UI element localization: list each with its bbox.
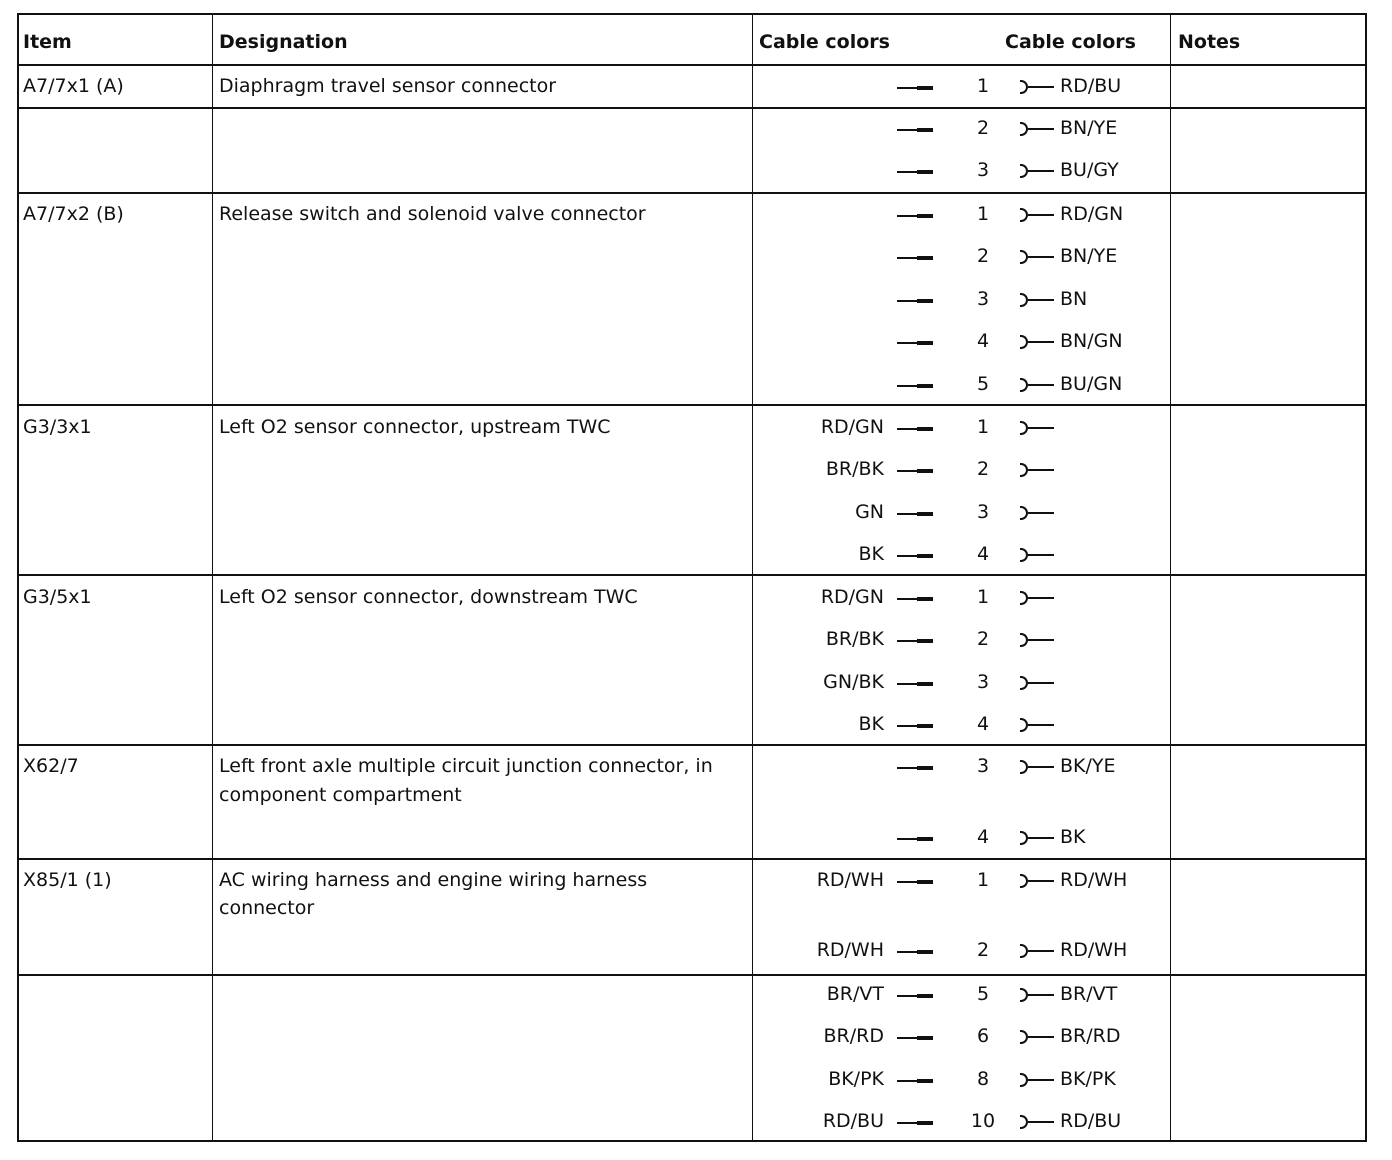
pin-number: 4	[976, 713, 990, 736]
right-cable-color: RD/WH	[1060, 939, 1128, 961]
pin-number: 1	[976, 75, 990, 97]
connector-plug-icon	[1020, 463, 1028, 477]
left-cable-color: BK	[858, 713, 884, 736]
connector-plug-icon	[1020, 988, 1028, 1002]
row-item: G3/5x1	[23, 586, 92, 608]
wire-icon	[897, 428, 933, 430]
left-cable-color: RD/GN	[820, 586, 884, 608]
row-designation-line2: component compartment	[219, 784, 462, 806]
connector-plug-icon	[1020, 1073, 1028, 1087]
connector-line-icon	[1028, 299, 1054, 301]
wire-icon	[897, 87, 933, 89]
left-cable-color: RD/GN	[820, 416, 884, 438]
pin-number: 3	[976, 755, 990, 777]
wire-icon	[897, 129, 933, 131]
column-divider	[1170, 15, 1171, 1140]
pin-number: 4	[976, 826, 990, 848]
connector-plug-icon	[1020, 80, 1028, 94]
right-cable-color: BR/RD	[1060, 1025, 1121, 1048]
pin-number: 2	[976, 628, 990, 651]
connector-plug-icon	[1020, 293, 1028, 307]
right-cable-color: BU/GY	[1060, 159, 1119, 182]
pin-line	[752, 823, 1170, 852]
row-item: G3/3x1	[23, 416, 92, 438]
wire-icon	[897, 470, 933, 472]
connector-line-icon	[1028, 724, 1054, 726]
right-cable-color: BR/VT	[1060, 983, 1118, 1005]
row-divider	[19, 107, 1365, 109]
row-designation: AC wiring harness and engine wiring harness	[219, 869, 648, 891]
connector-plug-icon	[1020, 1115, 1028, 1129]
header-item: Item	[23, 31, 72, 53]
connector-plug-icon	[1020, 250, 1028, 264]
wire-icon	[897, 300, 933, 302]
left-cable-color: BK	[858, 543, 884, 566]
right-cable-color: BN/YE	[1060, 245, 1118, 268]
row-divider	[19, 744, 1365, 746]
connector-line-icon	[1028, 554, 1054, 556]
pin-number: 6	[976, 1025, 990, 1048]
pin-line	[752, 370, 1170, 399]
pin-line	[752, 980, 1170, 1009]
left-cable-color: RD/BU	[822, 1110, 884, 1133]
right-cable-color: BK/YE	[1060, 755, 1116, 777]
connector-plug-icon	[1020, 760, 1028, 774]
pin-number: 2	[976, 117, 990, 139]
pin-line	[752, 200, 1170, 229]
pin-line	[752, 1022, 1170, 1051]
pin-number: 2	[976, 245, 990, 268]
wire-icon	[897, 683, 933, 685]
pin-line	[752, 540, 1170, 569]
connector-pinout-table	[17, 13, 1367, 1142]
connector-plug-icon	[1020, 506, 1028, 520]
wire-icon	[897, 838, 933, 840]
pin-line	[752, 866, 1170, 895]
connector-line-icon	[1028, 214, 1054, 216]
pin-number: 1	[976, 203, 990, 225]
wire-icon	[897, 555, 933, 557]
connector-line-icon	[1028, 384, 1054, 386]
row-designation: Left front axle multiple circuit junction connector, in	[219, 755, 713, 777]
connector-line-icon	[1028, 837, 1054, 839]
wire-icon	[897, 640, 933, 642]
wire-icon	[897, 725, 933, 727]
right-cable-color: RD/GN	[1060, 203, 1124, 225]
connector-line-icon	[1028, 682, 1054, 684]
pin-line	[752, 752, 1170, 781]
left-cable-color: BR/RD	[823, 1025, 884, 1048]
pin-line	[752, 583, 1170, 612]
pin-number: 3	[976, 287, 990, 310]
wire-icon	[897, 1122, 933, 1124]
row-designation: Release switch and solenoid valve connector	[219, 203, 646, 225]
right-cable-color: BN/YE	[1060, 117, 1118, 139]
wire-icon	[897, 1037, 933, 1039]
connector-plug-icon	[1020, 421, 1028, 435]
pin-line	[752, 498, 1170, 527]
row-item: X62/7	[23, 755, 79, 777]
header-designation: Designation	[219, 31, 348, 53]
pin-number: 1	[976, 869, 990, 891]
row-divider	[19, 192, 1365, 194]
right-cable-color: BN	[1060, 287, 1088, 310]
pin-number: 4	[976, 543, 990, 566]
connector-plug-icon	[1020, 548, 1028, 562]
wire-icon	[897, 257, 933, 259]
right-cable-color: BU/GN	[1060, 372, 1123, 395]
pin-line	[752, 1065, 1170, 1094]
pin-number: 4	[976, 330, 990, 353]
wire-icon	[897, 881, 933, 883]
connector-line-icon	[1028, 597, 1054, 599]
wire-icon	[897, 995, 933, 997]
row-item: A7/7x2 (B)	[23, 203, 124, 225]
connector-line-icon	[1028, 766, 1054, 768]
left-cable-color: GN/BK	[823, 670, 884, 693]
connector-plug-icon	[1020, 122, 1028, 136]
pin-number: 1	[976, 586, 990, 608]
right-cable-color: RD/WH	[1060, 869, 1128, 891]
pin-number: 2	[976, 458, 990, 481]
pin-number: 5	[976, 372, 990, 395]
connector-plug-icon	[1020, 944, 1028, 958]
row-designation: Left O2 sensor connector, upstream TWC	[219, 416, 611, 438]
connector-plug-icon	[1020, 335, 1028, 349]
connector-plug-icon	[1020, 633, 1028, 647]
connector-line-icon	[1028, 1036, 1054, 1038]
pin-line	[752, 156, 1170, 185]
row-divider	[19, 404, 1365, 406]
left-cable-color: GN	[855, 500, 884, 523]
header-cable-colors-right: Cable colors	[1005, 31, 1136, 53]
connector-line-icon	[1028, 170, 1054, 172]
pin-line	[752, 625, 1170, 654]
connector-plug-icon	[1020, 378, 1028, 392]
pin-number: 2	[976, 939, 990, 961]
pin-number: 3	[976, 159, 990, 182]
pin-number: 5	[976, 983, 990, 1005]
wire-icon	[897, 598, 933, 600]
connector-line-icon	[1028, 341, 1054, 343]
connector-plug-icon	[1020, 591, 1028, 605]
row-item: A7/7x1 (A)	[23, 75, 124, 97]
row-designation: Left O2 sensor connector, downstream TWC	[219, 586, 638, 608]
header-notes: Notes	[1178, 31, 1241, 53]
row-item: X85/1 (1)	[23, 869, 112, 891]
pin-line	[752, 72, 1170, 101]
pin-number: 3	[976, 500, 990, 523]
left-cable-color: BR/BK	[825, 628, 884, 651]
pin-line	[752, 242, 1170, 271]
row-divider	[19, 858, 1365, 860]
pin-number: 10	[970, 1110, 996, 1133]
connector-plug-icon	[1020, 831, 1028, 845]
pin-line	[752, 1107, 1170, 1136]
pin-number: 3	[976, 670, 990, 693]
connector-line-icon	[1028, 880, 1054, 882]
connector-plug-icon	[1020, 874, 1028, 888]
wire-icon	[897, 385, 933, 387]
pin-line	[752, 936, 1170, 965]
connector-line-icon	[1028, 256, 1054, 258]
row-divider	[19, 974, 1365, 976]
left-cable-color: BR/VT	[826, 983, 884, 1005]
pin-number: 1	[976, 416, 990, 438]
row-designation: Diaphragm travel sensor connector	[219, 75, 557, 97]
pin-line	[752, 710, 1170, 739]
row-designation-line2: connector	[219, 897, 315, 919]
connector-line-icon	[1028, 950, 1054, 952]
row-divider	[19, 64, 1365, 66]
wire-icon	[897, 171, 933, 173]
wire-icon	[897, 342, 933, 344]
connector-line-icon	[1028, 128, 1054, 130]
connector-plug-icon	[1020, 676, 1028, 690]
left-cable-color: RD/WH	[816, 939, 884, 961]
left-cable-color: BR/BK	[825, 458, 884, 481]
connector-line-icon	[1028, 994, 1054, 996]
wire-icon	[897, 767, 933, 769]
connector-line-icon	[1028, 427, 1054, 429]
connector-line-icon	[1028, 86, 1054, 88]
wire-icon	[897, 513, 933, 515]
right-cable-color: BK	[1060, 826, 1086, 848]
column-divider	[212, 15, 213, 1140]
connector-line-icon	[1028, 639, 1054, 641]
header-cable-colors-left: Cable colors	[759, 31, 890, 53]
wire-icon	[897, 215, 933, 217]
connector-plug-icon	[1020, 1030, 1028, 1044]
connector-plug-icon	[1020, 164, 1028, 178]
right-cable-color: BN/GN	[1060, 330, 1123, 353]
connector-line-icon	[1028, 1079, 1054, 1081]
connector-line-icon	[1028, 1121, 1054, 1123]
connector-line-icon	[1028, 512, 1054, 514]
pin-line	[752, 285, 1170, 314]
pin-line	[752, 114, 1170, 143]
pin-line	[752, 455, 1170, 484]
right-cable-color: RD/BU	[1060, 1110, 1122, 1133]
row-divider	[19, 574, 1365, 576]
right-cable-color: BK/PK	[1060, 1067, 1116, 1090]
pin-number: 8	[976, 1067, 990, 1090]
right-cable-color: RD/BU	[1060, 75, 1122, 97]
connector-plug-icon	[1020, 718, 1028, 732]
pin-line	[752, 668, 1170, 697]
left-cable-color: RD/WH	[816, 869, 884, 891]
wire-icon	[897, 951, 933, 953]
pin-line	[752, 413, 1170, 442]
connector-line-icon	[1028, 469, 1054, 471]
left-cable-color: BK/PK	[828, 1067, 884, 1090]
connector-plug-icon	[1020, 208, 1028, 222]
pin-line	[752, 327, 1170, 356]
wire-icon	[897, 1080, 933, 1082]
